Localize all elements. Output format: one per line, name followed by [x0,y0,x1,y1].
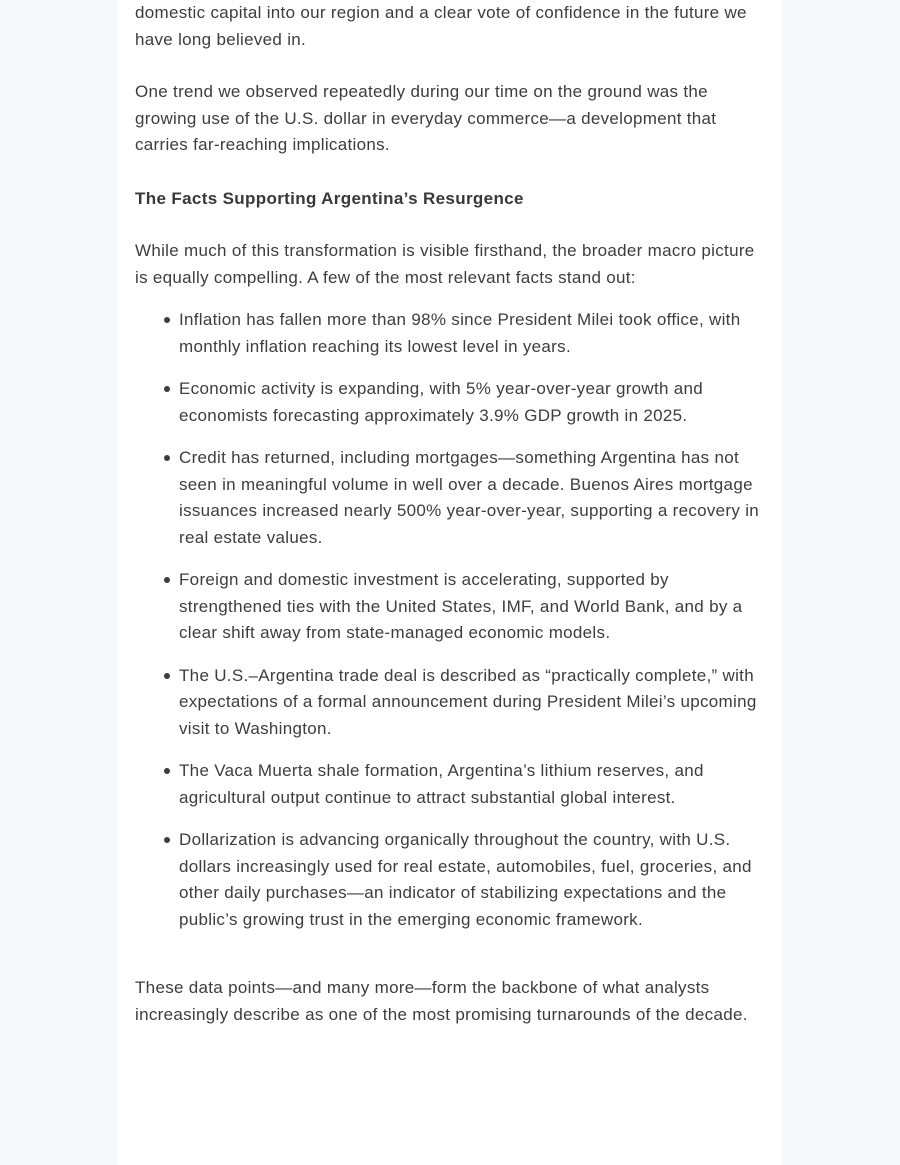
fact-list-item [163,445,765,551]
bullet-marker-icon [164,386,170,392]
paragraph-closing: These data points—and many more—form the backbone of what analysts increasingly describe as one of the most promising turnarounds of the decade. [135,978,748,1024]
fact-list-item [163,567,765,647]
fact-list-item [163,376,765,429]
paragraph-confidence: domestic capital into our region and a clear vote of confidence in the future we have long believed in. [135,3,747,49]
fact-list-item [163,758,765,811]
bullet-marker-icon [164,317,170,323]
fact-text: The U.S.–Argentina trade deal is described as “practically complete,” with expectations of a formal announcement during President Milei’s upcoming visit to Washington. [179,665,757,738]
bullet-marker-icon [164,673,170,679]
fact-text: Credit has returned, including mortgages—something Argentina has not seen in meaningful volume in well over a decade. Buenos Aires mortgage issuances increased nearly 500% year-over-year, supporting a recovery in real estate values. [179,448,760,547]
fact-text: Dollarization is advancing organically throughout the country, with U.S. dollars increasingly used for real estate, automobiles, fuel, groceries, and other daily purchases—an indicator of stabilizing expectations and the public’s growing trust in the emerging economic framework. [179,830,752,929]
fact-list-item [163,827,765,933]
bullet-marker-icon [164,837,170,843]
section-heading-facts: The Facts Supporting Argentina’s Resurgence [135,188,524,208]
facts-list [135,307,765,933]
fact-text: Economic activity is expanding, with 5% year-over-year growth and economists forecasting approximately 3.9% GDP growth in 2025. [179,379,704,425]
fact-text: Inflation has fallen more than 98% since President Milei took office, with monthly inflation reaching its lowest level in years. [179,310,741,356]
paragraph-dollar-trend: One trend we observed repeatedly during our time on the ground was the growing use of the U.S. dollar in everyday commerce—a development that carries far-reaching implications. [135,82,717,154]
paragraph-facts-intro: While much of this transformation is visible firsthand, the broader macro picture is equally compelling. A few of the most relevant facts stand out: [135,241,755,287]
fact-text: The Vaca Muerta shale formation, Argentina’s lithium reserves, and agricultural output continue to attract substantial global interest. [179,761,704,807]
fact-list-item [163,663,765,743]
bullet-marker-icon [164,455,170,461]
article-content-column [118,0,782,1165]
bullet-marker-icon [164,768,170,774]
fact-text: Foreign and domestic investment is accelerating, supported by strengthened ties with the United States, IMF, and World Bank, and by a clear shift away from state-managed economic models. [179,570,743,642]
bullet-marker-icon [164,577,170,583]
fact-list-item [163,307,765,360]
